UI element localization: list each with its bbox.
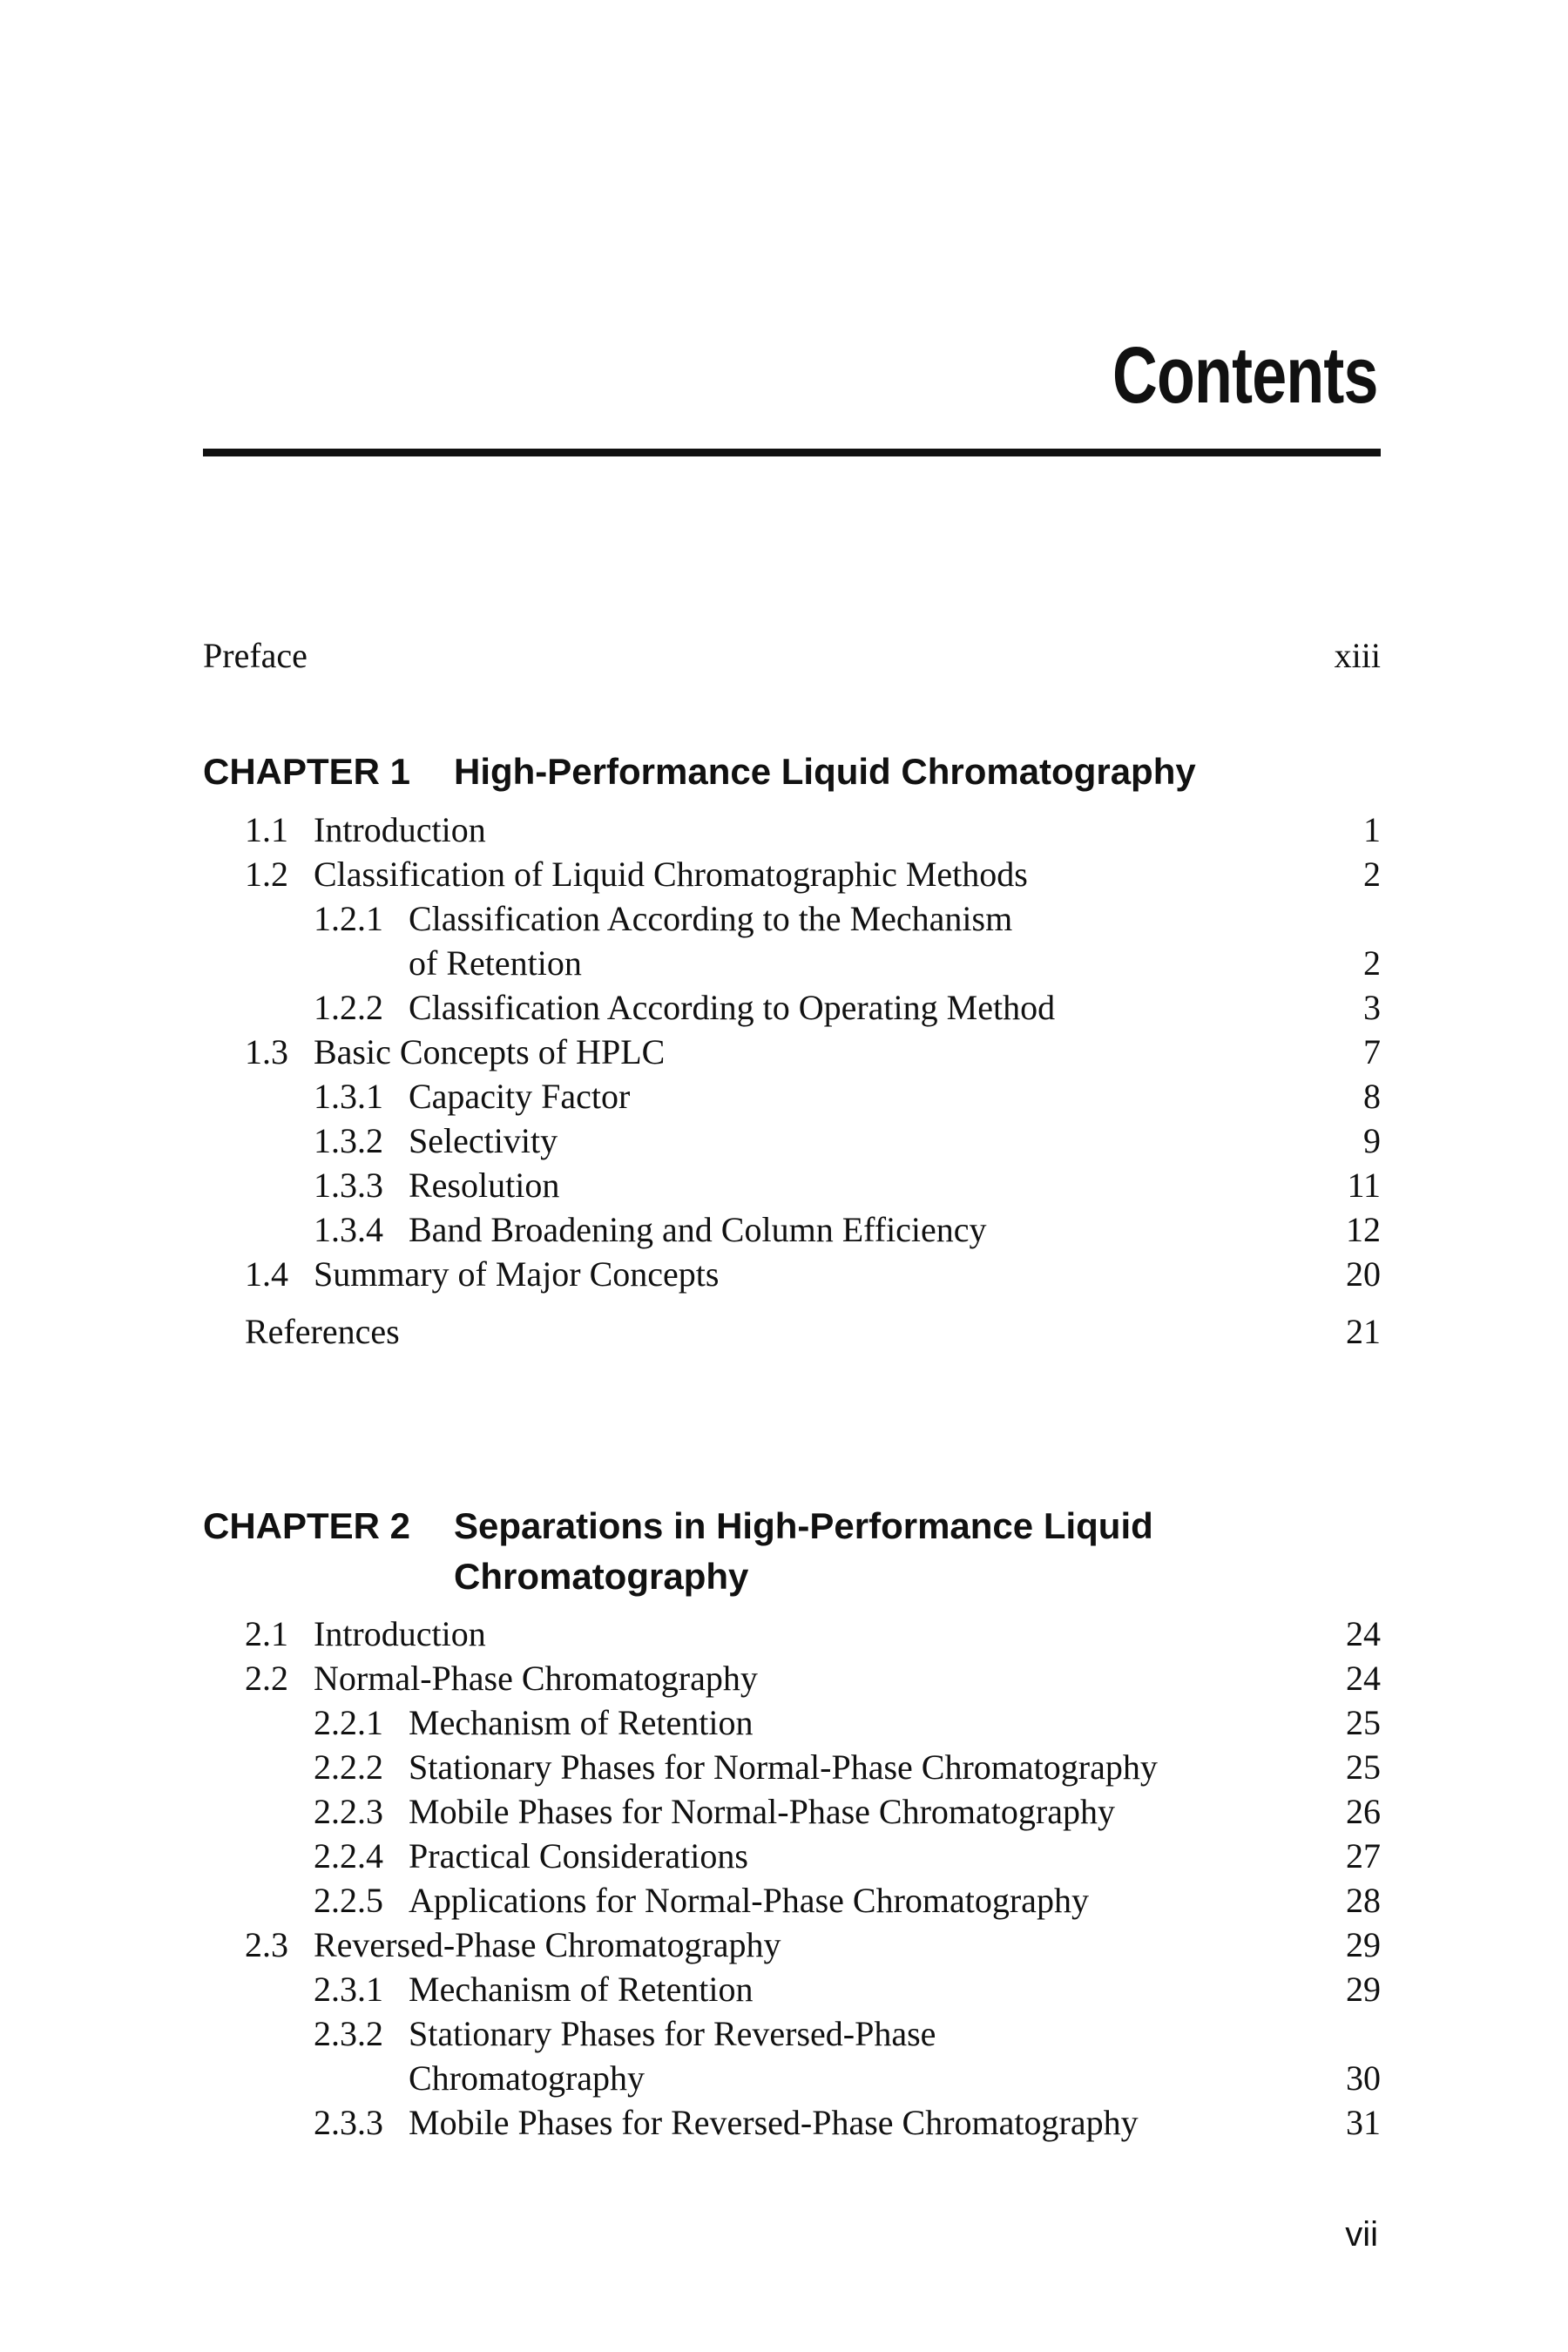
toc-entry[interactable]	[203, 1968, 1381, 2011]
toc-entry-page: 25	[1346, 1747, 1381, 1787]
toc-entry-number: 1.3.1	[314, 1077, 383, 1116]
toc-entry[interactable]	[203, 1835, 1381, 1878]
toc-entry-page: 29	[1346, 1970, 1381, 2009]
toc-entry[interactable]	[203, 1879, 1381, 1923]
toc-entry-page: 2	[1363, 943, 1381, 983]
toc-entry-number: 2.2.1	[314, 1703, 383, 1742]
toc-entry-page: 20	[1346, 1254, 1381, 1294]
toc-entry-text: Capacity Factor	[409, 1077, 631, 1116]
title-rule	[203, 449, 1381, 456]
toc-entry-text: Classification According to Operating Method	[409, 988, 1056, 1027]
chapter-title: High-Performance Liquid Chromatography	[454, 751, 1196, 792]
toc-entry-text: Preface	[203, 636, 308, 675]
toc-entry-number: 1.3	[245, 1032, 288, 1071]
toc-entry[interactable]	[203, 1119, 1381, 1163]
toc-entry-number: 1.2.1	[314, 899, 383, 938]
toc-entry[interactable]	[203, 1790, 1381, 1834]
toc-entry-text: Practical Considerations	[409, 1836, 748, 1876]
toc-entry-text: Chromatography	[409, 2058, 645, 2098]
toc-entry[interactable]	[203, 1253, 1381, 1296]
toc-entry-page: 28	[1346, 1881, 1381, 1920]
toc-entry-text: Normal-Phase Chromatography	[314, 1659, 758, 1698]
toc-entry[interactable]	[203, 853, 1381, 896]
toc-entry-page: 8	[1363, 1077, 1381, 1116]
toc-entry-number: 2.3.2	[314, 2014, 383, 2053]
toc-entry-page: 1	[1363, 810, 1381, 849]
toc-entry-text: Stationary Phases for Reversed-Phase	[409, 2014, 936, 2053]
toc-entry-number: 2.2.3	[314, 1792, 383, 1831]
toc-entry-page: 11	[1347, 1166, 1381, 1205]
toc-entry-number: 2.2.4	[314, 1836, 383, 1876]
toc-entry-number: 2.2.2	[314, 1747, 383, 1787]
toc-entry-number: 2.3	[245, 1925, 288, 1964]
toc-entry-number: 2.2.5	[314, 1881, 383, 1920]
toc-entry-text: Mechanism of Retention	[409, 1703, 754, 1742]
toc-entry-text: Introduction	[314, 1614, 486, 1653]
toc-entry-text: Applications for Normal-Phase Chromatography	[409, 1881, 1089, 1920]
toc-entry-page: 12	[1346, 1210, 1381, 1249]
toc-entry[interactable]	[203, 1923, 1381, 1967]
toc-entry[interactable]	[203, 1746, 1381, 1789]
toc-entry-page: 7	[1363, 1032, 1381, 1071]
toc-entry-page: 29	[1346, 1925, 1381, 1964]
chapter-title-line2: Chromatography	[454, 1556, 749, 1597]
toc-entry-page: 30	[1346, 2058, 1381, 2098]
toc-entry-number: 1.3.4	[314, 1210, 383, 1249]
toc-entry-page: 31	[1346, 2103, 1381, 2142]
toc-entry-page: 2	[1363, 855, 1381, 894]
toc-entry-page: 27	[1346, 1836, 1381, 1876]
toc-entry[interactable]	[203, 1208, 1381, 1252]
toc-entry-number: 2.3.1	[314, 1970, 383, 2009]
chapter-label: CHAPTER 1	[203, 751, 411, 792]
toc-entry[interactable]	[203, 808, 1381, 852]
toc-entry-text: Classification of Liquid Chromatographic Methods	[314, 855, 1028, 894]
toc-entry-page: 26	[1346, 1792, 1381, 1831]
toc-entry-text: Reversed-Phase Chromatography	[314, 1925, 781, 1964]
chapter-title-line1: Separations in High-Performance Liquid	[454, 1505, 1153, 1546]
toc-entry-page: 25	[1346, 1703, 1381, 1742]
toc-entry-page: 24	[1346, 1659, 1381, 1698]
page-number: vii	[1345, 2215, 1378, 2254]
page-title: Contents	[1112, 331, 1378, 420]
toc-entry-number: 1.3.2	[314, 1121, 383, 1160]
toc-entry[interactable]	[203, 2012, 1381, 2056]
toc-entry[interactable]	[203, 2101, 1381, 2145]
toc-entry-text: Mobile Phases for Normal-Phase Chromatography	[409, 1792, 1115, 1831]
toc-entry-text: Band Broadening and Column Efficiency	[409, 1210, 987, 1249]
toc-entry-preface[interactable]	[203, 634, 1381, 678]
toc-entry[interactable]	[203, 1612, 1381, 1656]
toc-entry-number: 1.3.3	[314, 1166, 383, 1205]
toc-entry-page: 3	[1363, 988, 1381, 1027]
toc-entry[interactable]	[203, 1031, 1381, 1074]
toc-entry-continuation[interactable]	[203, 942, 1381, 985]
toc-entry-text: of Retention	[409, 943, 582, 983]
toc-entry-text: Resolution	[409, 1166, 560, 1205]
toc-entry-text: Selectivity	[409, 1121, 558, 1160]
toc-entry[interactable]	[203, 1164, 1381, 1207]
toc-entry-text: Introduction	[314, 810, 486, 849]
toc-entry-references[interactable]	[203, 1310, 1381, 1354]
toc-entry-page: xiii	[1334, 636, 1381, 675]
toc-entry-number: 2.3.3	[314, 2103, 383, 2142]
toc-entry[interactable]	[203, 1701, 1381, 1745]
toc-entry-page: 9	[1363, 1121, 1381, 1160]
toc-entry[interactable]	[203, 1075, 1381, 1119]
toc-entry-text: Classification According to the Mechanism	[409, 899, 1013, 938]
toc-entry-text: Summary of Major Concepts	[314, 1254, 720, 1294]
toc-entry-number: 1.1	[245, 810, 288, 849]
toc-entry[interactable]	[203, 986, 1381, 1030]
chapter-label: CHAPTER 2	[203, 1505, 411, 1546]
toc-entry-text: Basic Concepts of HPLC	[314, 1032, 666, 1071]
toc-entry-number: 1.2	[245, 855, 288, 894]
toc-entry-number: 2.1	[245, 1614, 288, 1653]
toc-entry-text: Mobile Phases for Reversed-Phase Chromatography	[409, 2103, 1139, 2142]
toc-entry-text: Stationary Phases for Normal-Phase Chromatography	[409, 1747, 1158, 1787]
toc-entry-text: References	[245, 1312, 400, 1351]
toc-entry-page: 21	[1346, 1312, 1381, 1351]
toc-entry-page: 24	[1346, 1614, 1381, 1653]
toc-entry[interactable]	[203, 1657, 1381, 1700]
toc-entry[interactable]	[203, 897, 1381, 941]
toc-entry-number: 2.2	[245, 1659, 288, 1698]
toc-entry-continuation[interactable]	[203, 2057, 1381, 2100]
toc-entry-number: 1.4	[245, 1254, 288, 1294]
toc-entry-number: 1.2.2	[314, 988, 383, 1027]
toc-entry-text: Mechanism of Retention	[409, 1970, 754, 2009]
